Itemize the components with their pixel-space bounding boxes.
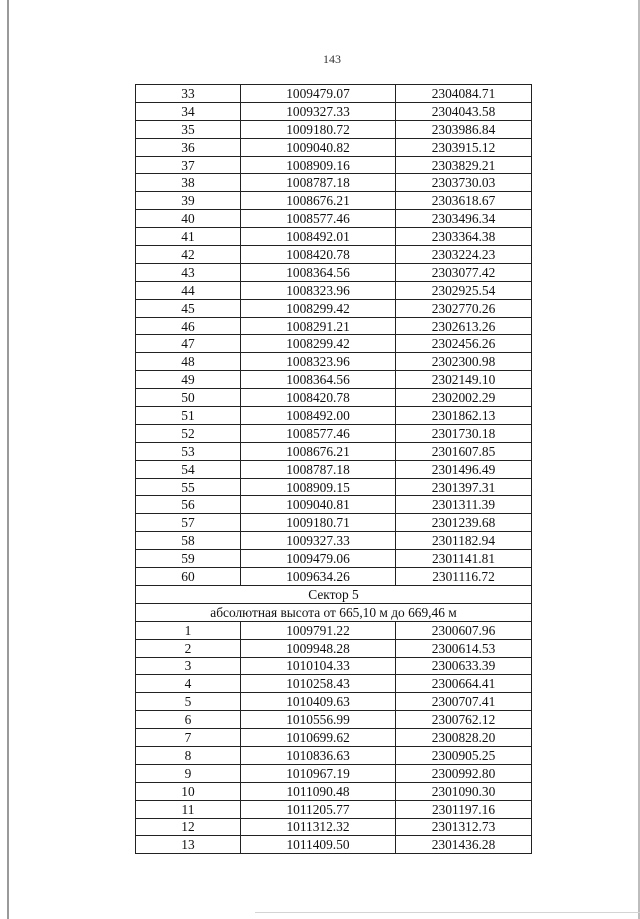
coord-y: 2301730.18 bbox=[396, 424, 532, 442]
table-row bbox=[136, 120, 532, 138]
page-edge-left bbox=[7, 0, 9, 919]
coord-x: 1008291.21 bbox=[241, 317, 396, 335]
coord-x: 1008420.78 bbox=[241, 246, 396, 264]
coord-y: 2301312.73 bbox=[396, 818, 532, 836]
point-number: 10 bbox=[136, 782, 241, 800]
coord-x: 1009479.06 bbox=[241, 550, 396, 568]
coord-y: 2301862.13 bbox=[396, 407, 532, 425]
coord-y: 2303829.21 bbox=[396, 156, 532, 174]
point-number: 12 bbox=[136, 818, 241, 836]
table-row bbox=[136, 568, 532, 586]
coord-x: 1008492.01 bbox=[241, 228, 396, 246]
sector-header bbox=[136, 585, 532, 621]
coord-x: 1008577.46 bbox=[241, 210, 396, 228]
coord-y: 2300633.39 bbox=[396, 657, 532, 675]
coord-y: 2303364.38 bbox=[396, 228, 532, 246]
coord-y: 2300905.25 bbox=[396, 746, 532, 764]
table-row bbox=[136, 389, 532, 407]
coord-y: 2304084.71 bbox=[396, 85, 532, 103]
point-number: 35 bbox=[136, 120, 241, 138]
table-row bbox=[136, 299, 532, 317]
coord-x: 1008364.56 bbox=[241, 371, 396, 389]
point-number: 56 bbox=[136, 496, 241, 514]
coord-y: 2301182.94 bbox=[396, 532, 532, 550]
point-number: 6 bbox=[136, 711, 241, 729]
coord-y: 2302925.54 bbox=[396, 281, 532, 299]
table-row bbox=[136, 478, 532, 496]
point-number: 7 bbox=[136, 729, 241, 747]
coord-x: 1008909.16 bbox=[241, 156, 396, 174]
point-number: 11 bbox=[136, 800, 241, 818]
coord-x: 1009948.28 bbox=[241, 639, 396, 657]
coord-y: 2302613.26 bbox=[396, 317, 532, 335]
point-number: 13 bbox=[136, 836, 241, 854]
coord-x: 1008299.42 bbox=[241, 335, 396, 353]
coord-y: 2302770.26 bbox=[396, 299, 532, 317]
point-number: 58 bbox=[136, 532, 241, 550]
table-row bbox=[136, 818, 532, 836]
coord-x: 1011312.32 bbox=[241, 818, 396, 836]
coord-y: 2300664.41 bbox=[396, 675, 532, 693]
coord-x: 1010104.33 bbox=[241, 657, 396, 675]
coord-x: 1010967.19 bbox=[241, 764, 396, 782]
coord-y: 2301607.85 bbox=[396, 442, 532, 460]
coord-x: 1010699.62 bbox=[241, 729, 396, 747]
coord-x: 1008492.00 bbox=[241, 407, 396, 425]
coord-x: 1009791.22 bbox=[241, 621, 396, 639]
coord-y: 2303496.34 bbox=[396, 210, 532, 228]
table-row bbox=[136, 711, 532, 729]
coord-x: 1008577.46 bbox=[241, 424, 396, 442]
point-number: 43 bbox=[136, 263, 241, 281]
coord-y: 2304043.58 bbox=[396, 102, 532, 120]
coord-y: 2302300.98 bbox=[396, 353, 532, 371]
point-number: 45 bbox=[136, 299, 241, 317]
coord-x: 1010258.43 bbox=[241, 675, 396, 693]
point-number: 57 bbox=[136, 514, 241, 532]
table-row bbox=[136, 782, 532, 800]
coord-x: 1009040.82 bbox=[241, 138, 396, 156]
sector-title-row bbox=[136, 585, 532, 603]
coord-x: 1009180.72 bbox=[241, 120, 396, 138]
coord-x: 1008787.18 bbox=[241, 174, 396, 192]
coord-x: 1011409.50 bbox=[241, 836, 396, 854]
table-row bbox=[136, 156, 532, 174]
table-row bbox=[136, 657, 532, 675]
table-row bbox=[136, 192, 532, 210]
table-row bbox=[136, 102, 532, 120]
point-number: 37 bbox=[136, 156, 241, 174]
coord-x: 1009327.33 bbox=[241, 102, 396, 120]
point-number: 9 bbox=[136, 764, 241, 782]
point-number: 50 bbox=[136, 389, 241, 407]
coord-y: 2303224.23 bbox=[396, 246, 532, 264]
table-row bbox=[136, 424, 532, 442]
coord-x: 1011205.77 bbox=[241, 800, 396, 818]
coord-y: 2301197.16 bbox=[396, 800, 532, 818]
point-number: 5 bbox=[136, 693, 241, 711]
coord-x: 1008299.42 bbox=[241, 299, 396, 317]
point-number: 55 bbox=[136, 478, 241, 496]
point-number: 49 bbox=[136, 371, 241, 389]
coord-y: 2301116.72 bbox=[396, 568, 532, 586]
coord-x: 1008676.21 bbox=[241, 442, 396, 460]
coord-y: 2301311.39 bbox=[396, 496, 532, 514]
table-row bbox=[136, 335, 532, 353]
point-number: 33 bbox=[136, 85, 241, 103]
point-number: 53 bbox=[136, 442, 241, 460]
coord-x: 1008676.21 bbox=[241, 192, 396, 210]
coord-y: 2300828.20 bbox=[396, 729, 532, 747]
coord-y: 2300992.80 bbox=[396, 764, 532, 782]
table-body-top bbox=[136, 85, 532, 586]
point-number: 36 bbox=[136, 138, 241, 156]
coord-y: 2300707.41 bbox=[396, 693, 532, 711]
coord-y: 2300762.12 bbox=[396, 711, 532, 729]
coord-y: 2300607.96 bbox=[396, 621, 532, 639]
point-number: 41 bbox=[136, 228, 241, 246]
coord-y: 2303618.67 bbox=[396, 192, 532, 210]
coord-y: 2302149.10 bbox=[396, 371, 532, 389]
coord-x: 1008323.96 bbox=[241, 353, 396, 371]
point-number: 3 bbox=[136, 657, 241, 675]
coord-x: 1008420.78 bbox=[241, 389, 396, 407]
point-number: 48 bbox=[136, 353, 241, 371]
table-row bbox=[136, 317, 532, 335]
point-number: 51 bbox=[136, 407, 241, 425]
table-row bbox=[136, 228, 532, 246]
table-row bbox=[136, 246, 532, 264]
coord-x: 1008909.15 bbox=[241, 478, 396, 496]
table-row bbox=[136, 514, 532, 532]
table-row bbox=[136, 263, 532, 281]
coord-x: 1010409.63 bbox=[241, 693, 396, 711]
table-row bbox=[136, 174, 532, 192]
sector-title: Сектор 5 bbox=[136, 585, 532, 603]
coord-x: 1009040.81 bbox=[241, 496, 396, 514]
sector-subtitle-row bbox=[136, 603, 532, 621]
point-number: 34 bbox=[136, 102, 241, 120]
point-number: 54 bbox=[136, 460, 241, 478]
table-row bbox=[136, 621, 532, 639]
coord-y: 2301239.68 bbox=[396, 514, 532, 532]
coord-y: 2300614.53 bbox=[396, 639, 532, 657]
coord-y: 2302002.29 bbox=[396, 389, 532, 407]
table-row bbox=[136, 281, 532, 299]
table-row bbox=[136, 800, 532, 818]
table-row bbox=[136, 460, 532, 478]
coord-y: 2301141.81 bbox=[396, 550, 532, 568]
coord-y: 2301436.28 bbox=[396, 836, 532, 854]
table-row bbox=[136, 442, 532, 460]
table-row bbox=[136, 675, 532, 693]
table-row bbox=[136, 496, 532, 514]
coord-x: 1008323.96 bbox=[241, 281, 396, 299]
coord-y: 2301496.49 bbox=[396, 460, 532, 478]
coord-x: 1008787.18 bbox=[241, 460, 396, 478]
coord-x: 1009180.71 bbox=[241, 514, 396, 532]
point-number: 38 bbox=[136, 174, 241, 192]
sector-subtitle: абсолютная высота от 665,10 м до 669,46 м bbox=[136, 603, 532, 621]
point-number: 1 bbox=[136, 621, 241, 639]
coord-x: 1010556.99 bbox=[241, 711, 396, 729]
point-number: 59 bbox=[136, 550, 241, 568]
coord-x: 1009327.33 bbox=[241, 532, 396, 550]
coord-y: 2302456.26 bbox=[396, 335, 532, 353]
coord-y: 2303730.03 bbox=[396, 174, 532, 192]
coord-x: 1008364.56 bbox=[241, 263, 396, 281]
point-number: 4 bbox=[136, 675, 241, 693]
point-number: 46 bbox=[136, 317, 241, 335]
table-row bbox=[136, 353, 532, 371]
table-row bbox=[136, 532, 532, 550]
table-row bbox=[136, 693, 532, 711]
table-row bbox=[136, 550, 532, 568]
coord-x: 1010836.63 bbox=[241, 746, 396, 764]
table-row bbox=[136, 639, 532, 657]
point-number: 60 bbox=[136, 568, 241, 586]
point-number: 40 bbox=[136, 210, 241, 228]
coord-x: 1009479.07 bbox=[241, 85, 396, 103]
table-row bbox=[136, 729, 532, 747]
coord-y: 2303986.84 bbox=[396, 120, 532, 138]
table-row bbox=[136, 371, 532, 389]
point-number: 2 bbox=[136, 639, 241, 657]
coord-x: 1011090.48 bbox=[241, 782, 396, 800]
point-number: 8 bbox=[136, 746, 241, 764]
point-number: 39 bbox=[136, 192, 241, 210]
point-number: 47 bbox=[136, 335, 241, 353]
coordinates-table bbox=[135, 84, 532, 854]
coord-y: 2303915.12 bbox=[396, 138, 532, 156]
point-number: 42 bbox=[136, 246, 241, 264]
table-row bbox=[136, 210, 532, 228]
point-number: 44 bbox=[136, 281, 241, 299]
coord-x: 1009634.26 bbox=[241, 568, 396, 586]
table-row bbox=[136, 85, 532, 103]
table-row bbox=[136, 764, 532, 782]
table-row bbox=[136, 407, 532, 425]
table-row bbox=[136, 138, 532, 156]
table-row bbox=[136, 836, 532, 854]
coord-y: 2301090.30 bbox=[396, 782, 532, 800]
footer-line bbox=[255, 912, 640, 913]
table-row bbox=[136, 746, 532, 764]
point-number: 52 bbox=[136, 424, 241, 442]
table-body-bottom bbox=[136, 621, 532, 854]
page-number: 143 bbox=[323, 52, 341, 66]
coord-y: 2301397.31 bbox=[396, 478, 532, 496]
coord-y: 2303077.42 bbox=[396, 263, 532, 281]
